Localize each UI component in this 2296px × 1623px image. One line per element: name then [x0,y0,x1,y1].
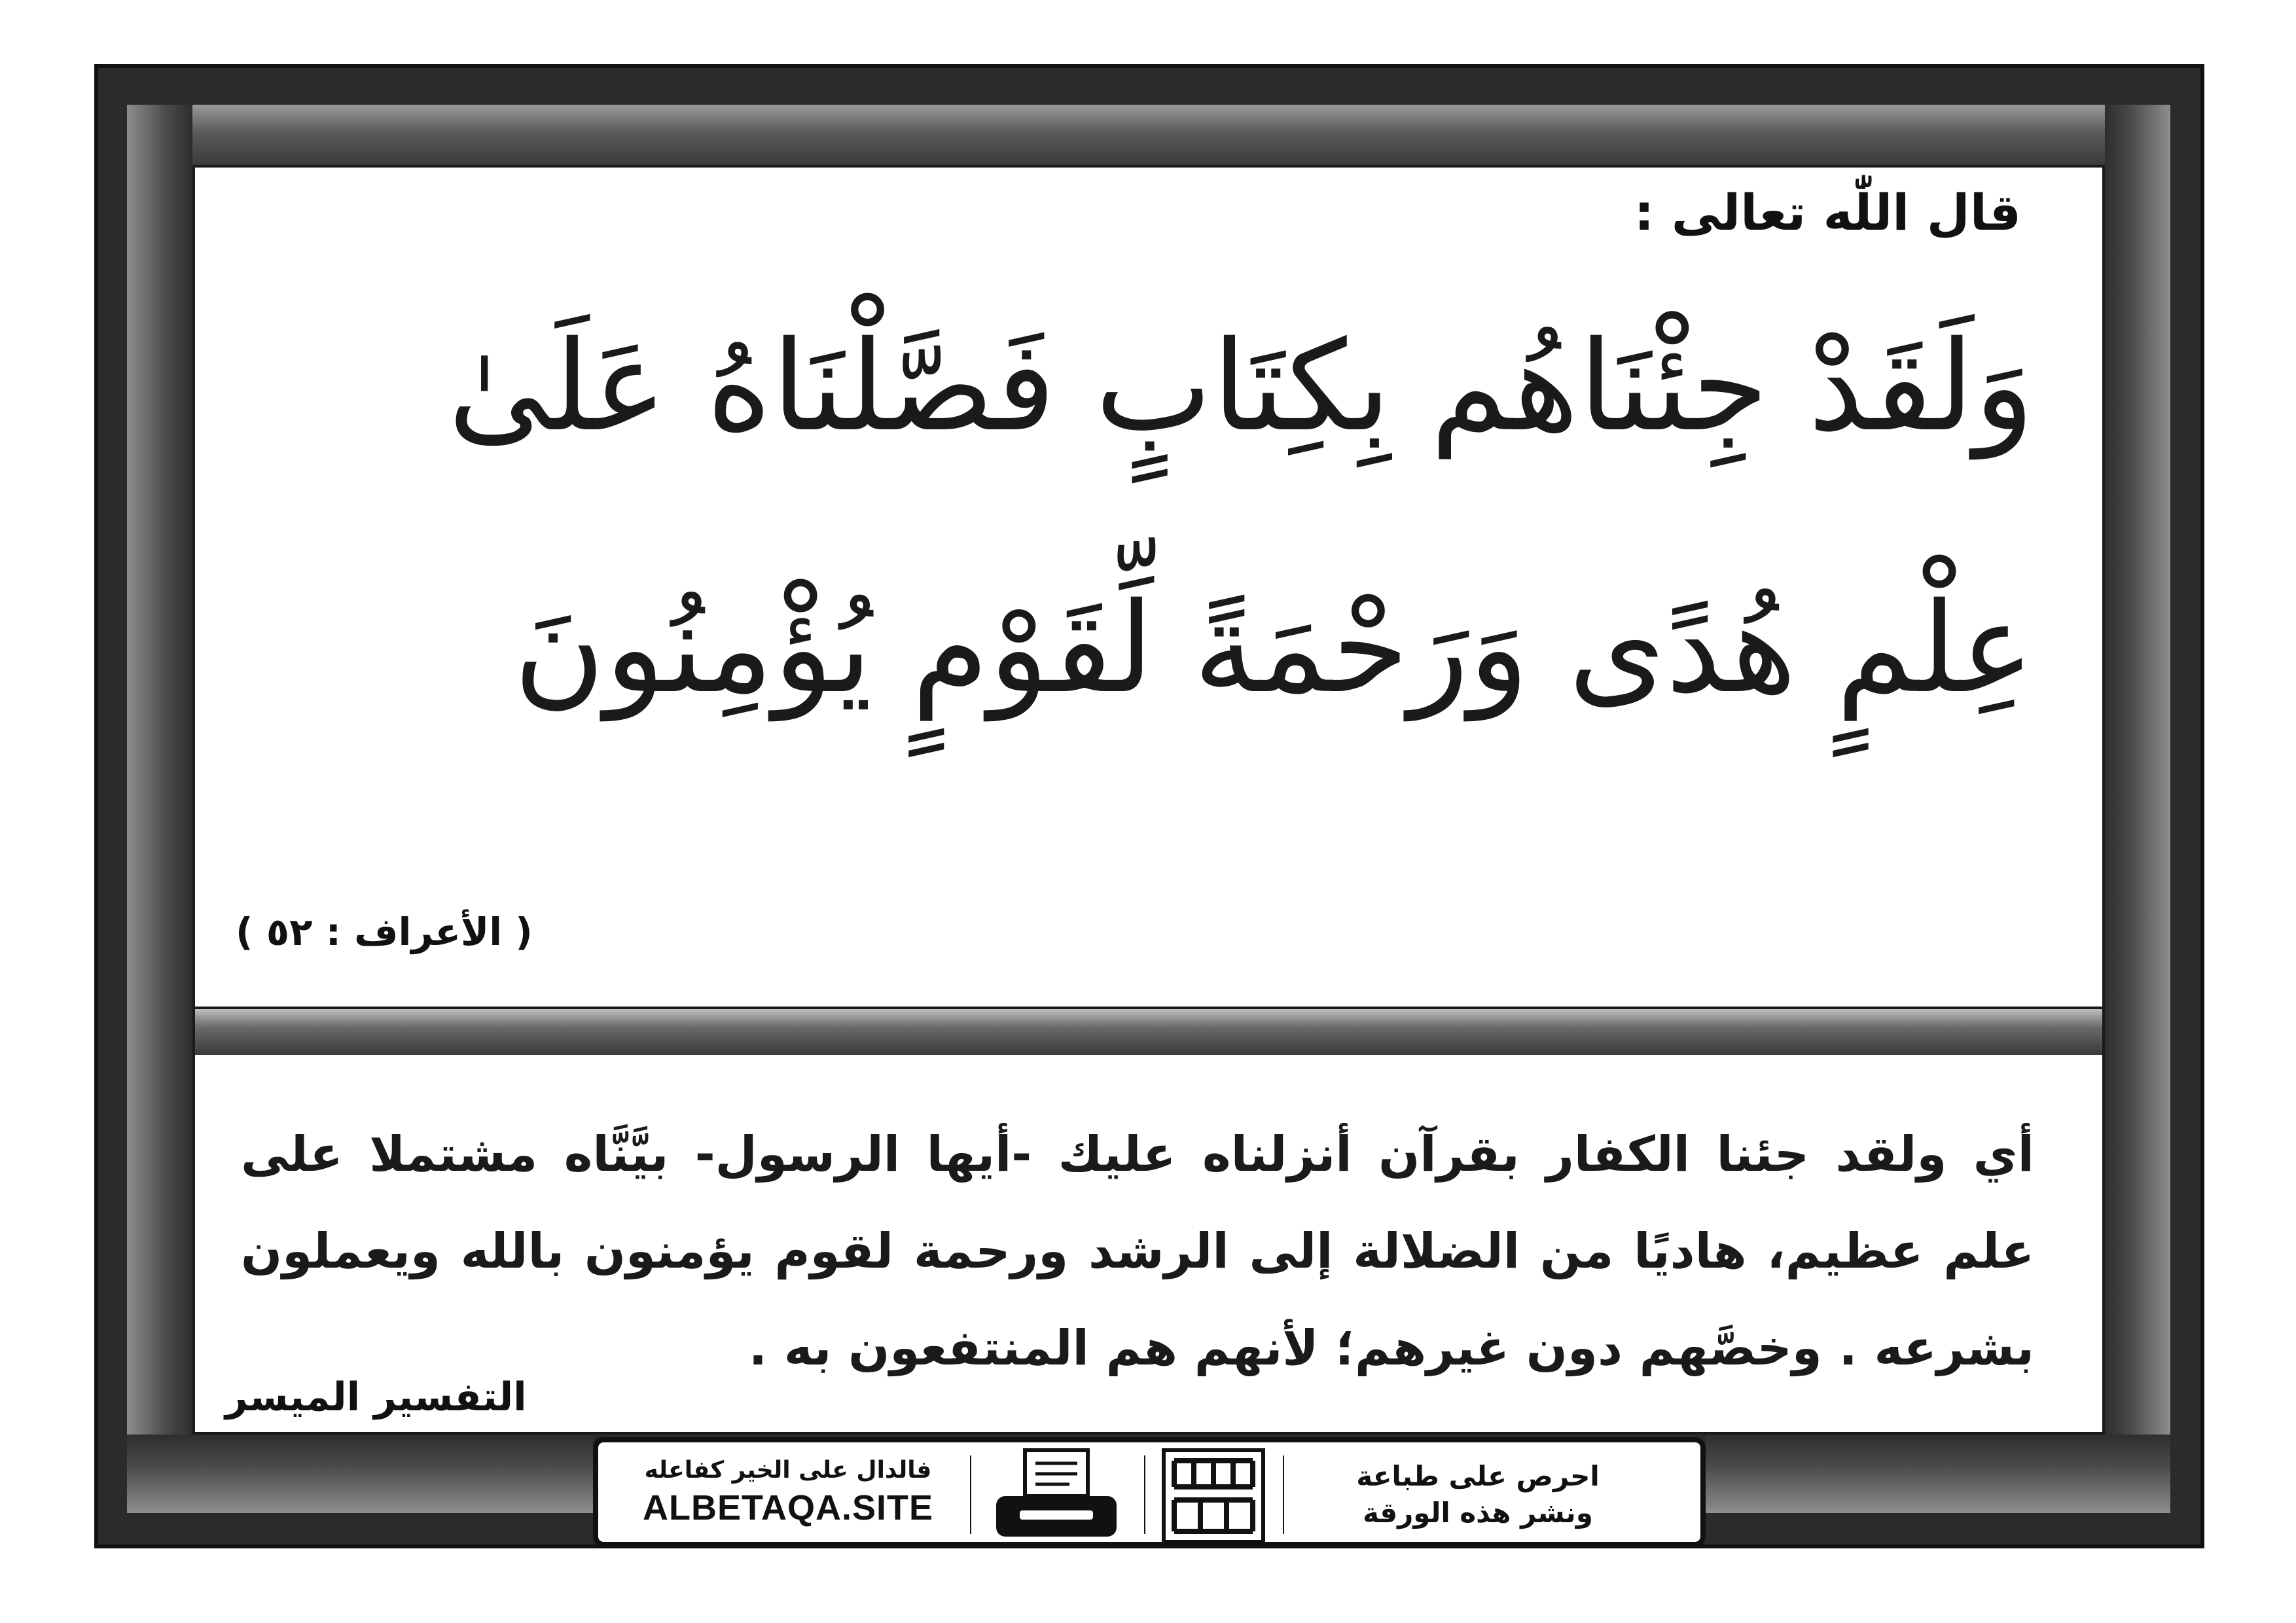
tafsir-source: التفسير الميسر [225,1374,527,1420]
verse-intro: قال اللّٰه تعالى : [1634,183,2021,241]
footer-appeal-line-1: احرص على طباعة [1356,1460,1600,1492]
frame-bevel-right [2105,105,2170,1440]
footer-site-link[interactable]: ALBETAQA.SITE [643,1488,933,1527]
verse-reference: ( الأعراف : ٥٢ ) [236,910,533,954]
footer-bar [593,1437,1706,1547]
frame-bevel-bottom-right [1706,1435,2170,1513]
frame-bevel-bottom-left [127,1435,593,1513]
panel-divider [192,1009,2105,1055]
footer-appeal-line-2: ونشر هذه الورقة [1363,1497,1593,1529]
verse-line-1: وَلَقَدْ جِئْنَاهُم بِكِتَابٍ فَصَّلْنَاهُ عَلَىٰ [448,314,2034,459]
footer-appeal [1282,1458,1674,1531]
logo-icon [1161,1448,1266,1544]
footer-motto: فالدال على الخير كفاعله [644,1457,932,1484]
printer-icon [991,1448,1122,1544]
frame-bevel-left [127,105,192,1440]
footer-site-block [618,1452,958,1537]
footer-separator [1144,1455,1145,1534]
verse-line-2: عِلْمٍ هُدًى وَرَحْمَةً لِّقَوْمٍ يُؤْمِنُونَ [513,576,2034,721]
tafsir-text: أي ولقد جئنا الكفار بقرآن أنزلناه عليك -أيها الرسول- بيَّنَّاه مشتملا على علم عظيم، هاديًا من الضلالة إلى الرشد ورحمة لقوم يؤمنون بالله ويعملون بشرعه . وخصَّهم دون غيرهم؛ لأنهم هم المنتفعون به . [241,1126,2034,1376]
footer-separator [970,1455,971,1534]
frame-bevel-top [127,105,2169,165]
